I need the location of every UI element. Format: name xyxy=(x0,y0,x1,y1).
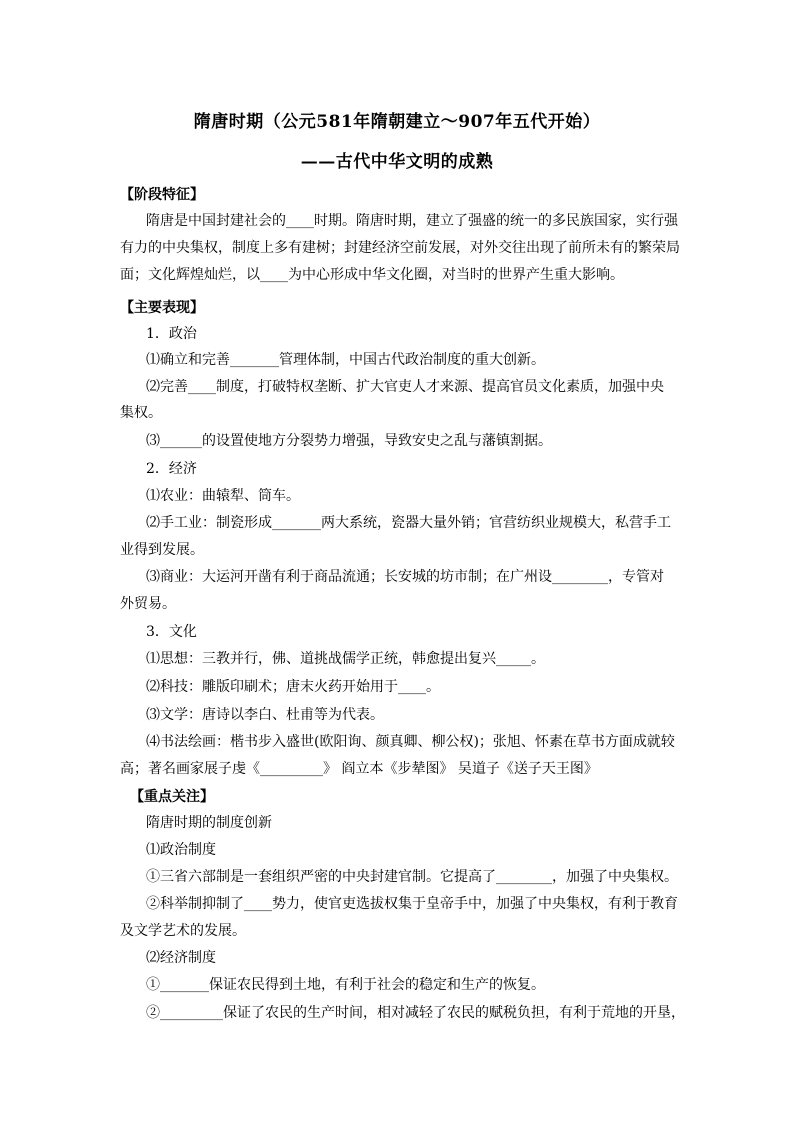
economy-item-2-cont: 业得到发展。 xyxy=(120,542,204,558)
culture-item-4: ⑷书法绘画：楷书步入盛世(欧阳询、颜真卿、柳公权)；张旭、怀素在草书方面成就较 xyxy=(146,734,675,750)
stage-line-1: 隋唐是中国封建社会的____时期。隋唐时期，建立了强盛的统一的多民族国家，实行强 xyxy=(146,213,678,229)
main-heading: 【主要表现】 xyxy=(120,300,204,316)
page-title: 隋唐时期（公元581年隋朝建立～907年五代开始） xyxy=(193,112,601,132)
focus-political-item-2-cont: 及文学艺术的发展。 xyxy=(120,923,246,939)
politics-item-2-cont: 集权。 xyxy=(120,405,162,421)
focus-political-item-1: ①三省六部制是一套组织严密的中央封建官制。它提高了________，加强了中央集权。 xyxy=(146,869,678,885)
culture-item-2: ⑵科技：雕版印刷术；唐末火药开始用于____。 xyxy=(146,679,440,695)
economy-item-2: ⑵手工业：制瓷形成_______两大系统，瓷器大量外销；官营纺织业规模大，私营手工 xyxy=(146,515,671,531)
focus-heading: 【重点关注】 xyxy=(130,789,214,805)
culture-item-1: ⑴思想：三教并行，佛、道挑战儒学正统，韩愈提出复兴_____。 xyxy=(146,651,545,667)
economy-item-3: ⑶商业：大运河开凿有利于商品流通；长安城的坊市制；在广州设________，专管对 xyxy=(146,569,664,585)
culture-item-3: ⑶文学：唐诗以李白、杜甫等为代表。 xyxy=(146,707,384,723)
politics-item-2: ⑵完善____制度，打破特权垄断、扩大官吏人才来源、提高官员文化素质，加强中央 xyxy=(146,379,664,395)
focus-intro: 隋唐时期的制度创新 xyxy=(146,815,272,831)
focus-political-item-2: ②科举制抑制了____势力，使官吏选拔权集于皇帝手中，加强了中央集权，有利于教育 xyxy=(146,896,678,912)
economy-item-1: ⑴农业：曲辕犁、筒车。 xyxy=(146,488,300,504)
economy-item-3-cont: 外贸易。 xyxy=(120,596,176,612)
politics-title: 1．政治 xyxy=(146,326,197,342)
focus-economic-item-1: ①_______保证农民得到土地，有利于社会的稳定和生产的恢复。 xyxy=(146,977,545,993)
stage-heading: 【阶段特征】 xyxy=(120,187,204,203)
politics-item-1: ⑴确立和完善_______管理体制，中国古代政治制度的重大创新。 xyxy=(146,352,545,368)
politics-item-3: ⑶______的设置使地方分裂势力增强，导致安史之乱与藩镇割据。 xyxy=(146,433,552,449)
page-subtitle: ——古代中华文明的成熟 xyxy=(300,152,494,172)
focus-political-title: ⑴政治制度 xyxy=(146,842,216,858)
economy-title: 2．经济 xyxy=(146,461,197,477)
stage-line-2: 有力的中央集权，制度上多有建树；封建经济空前发展，对外交往出现了前所未有的繁荣局 xyxy=(120,240,680,256)
culture-item-4-cont: 高；著名画家展子虔《_________》 阎立本《步辇图》 吴道子《送子天王图》 xyxy=(120,761,598,777)
focus-economic-item-2: ②_________保证了农民的生产时间，相对减轻了农民的赋税负担，有利于荒地的开垦， xyxy=(146,1005,685,1021)
stage-line-3: 面；文化辉煌灿烂，以____为中心形成中华文化圈，对当时的世界产生重大影响。 xyxy=(120,267,624,283)
focus-economic-title: ⑵经济制度 xyxy=(146,950,216,966)
culture-title: 3．文化 xyxy=(146,624,197,640)
